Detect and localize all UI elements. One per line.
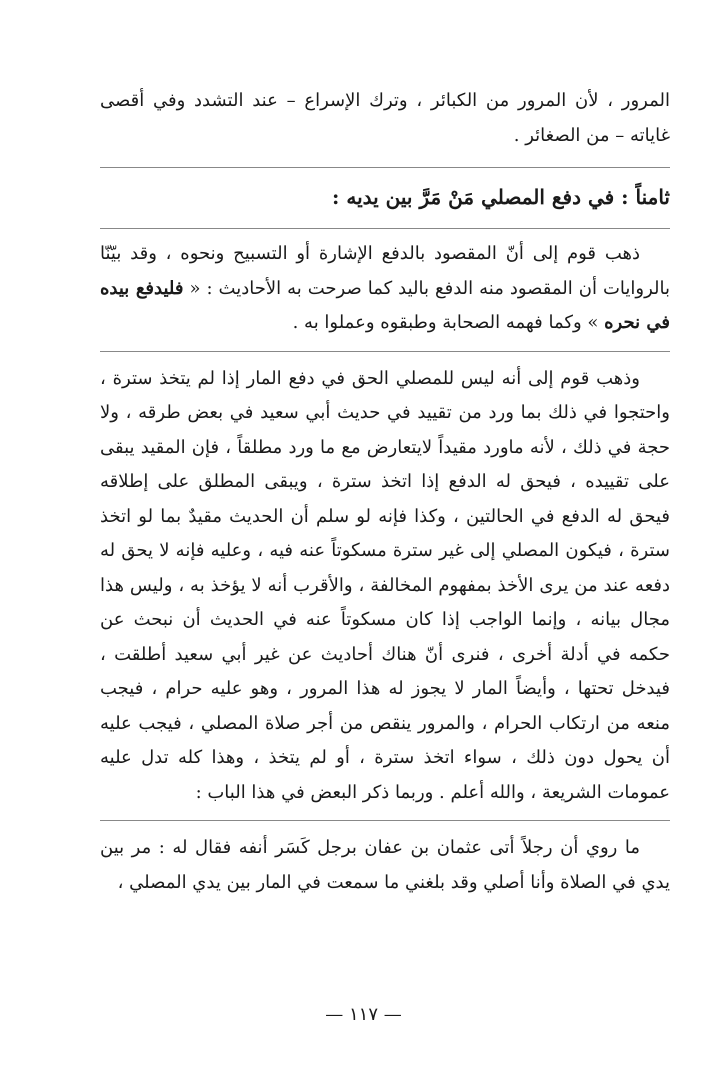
divider <box>100 820 670 831</box>
section-heading: ثامناً : في دفع المصلي مَنْ مَرَّ بين يديه : <box>100 167 670 229</box>
page-body <box>100 84 670 900</box>
hadith-quote: فليدفع بيده في نحره <box>100 277 670 333</box>
page-number: — ١١٧ — <box>325 1004 402 1025</box>
paragraph-2: وذهب قوم إلى أنه ليس للمصلي الحق في دفع المار إذا لم يتخذ سترة ، واحتجوا في ذلك بما ورد من تقييد في حديث أبي سعيد في بعض طرقه ، ولا حجة في ذلك ، لأنه ماورد مقيداً لايتعارض مع ما ورد مطلقاً ، فإن المقيد يبقى على تقييده ، فيحق له الدفع إذا اتخذ سترة ، ويبقى المطلق على إطلاقه فيحق له الدفع في الحالتين ، وكذا فإنه لو سلم أن الحديث مقيدٌ بما لو اتخذ سترة ، فيكون المصلي إلى غير سترة مسكوتاً عنه فيه ، وعليه فإنه لا يحق له دفعه عند من يرى الأخذ بمفهوم المخالفة ، والأقرب أنه لا يؤخذ به ، وليس هذا مجال بيانه ، وإنما الواجب إذا كان مسكوتاً عنه في الحديث أن نبحث عن حكمه في أدلة أخرى ، فنرى أنّ هناك أحاديث عن غير أبي سعيد أطلقت ، فيدخل تحتها ، وأيضاً المار لا يجوز له هذا المرور ، وهو عليه حرام ، فيجب منعه من ارتكاب الحرام ، والمرور ينقص من أجر صلاة المصلي ، فيجب عليه أن يحول دون ذلك ، سواء اتخذ سترة ، أو لم يتخذ ، وهذا كله تدل عليه عمومات الشريعة ، والله أعلم . وربما ذكر البعض في هذا الباب : <box>100 367 671 803</box>
divider <box>100 351 670 362</box>
paragraph-3: ما روي أن رجلاً أتى عثمان بن عفان برجل كَسَر أنفه فقال له : مر بين يدي في الصلاة وأنا أصلي وقد بلغني ما سمعت في المار بين يدي المصلي ، <box>100 837 670 893</box>
paragraph-1-text-a: ذهب قوم إلى أنّ المقصود بالدفع الإشارة أو التسبيح ونحوه ، وقد بيّنّا بالروايات أن المقصود منه الدفع باليد كما صرحت به الأحاديث : « <box>100 243 670 299</box>
intro-paragraph: المرور ، لأن المرور من الكبائر ، وترك الإسراع – عند التشدد وفي أقصى غاياته – من الصغائر . <box>100 90 670 146</box>
paragraph-1 <box>100 237 670 341</box>
paragraph-1-text-b: » وكما فهمه الصحابة وطبقوه وعملوا به . <box>292 312 605 333</box>
